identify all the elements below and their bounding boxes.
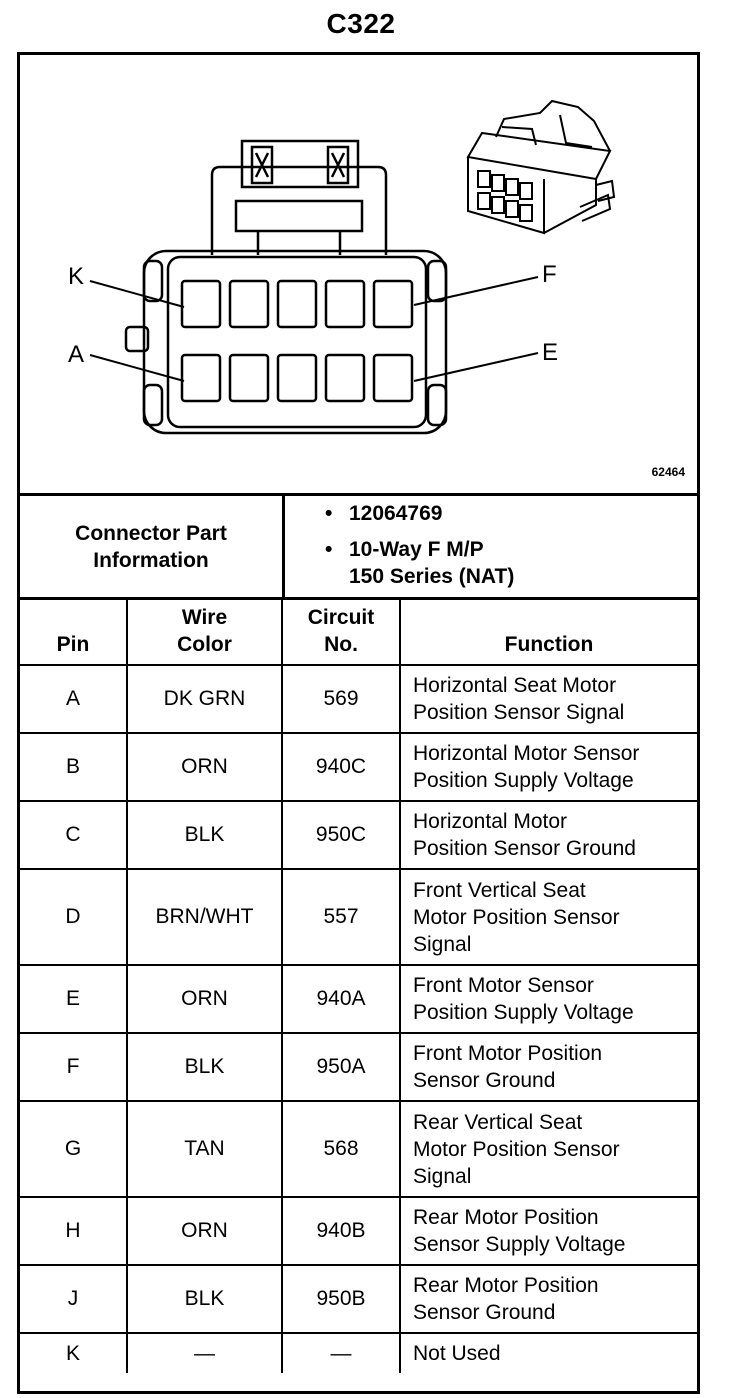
circuit-cell: 568	[282, 1101, 400, 1197]
table-row	[20, 965, 697, 1033]
wire-color-cell: ORN	[127, 965, 282, 1033]
function-header: Function	[400, 599, 697, 665]
table-row	[20, 665, 697, 733]
part-info-values	[285, 496, 697, 597]
circuit-cell: —	[282, 1333, 400, 1373]
pinout-table	[20, 599, 697, 1373]
wire-color-cell: ORN	[127, 1197, 282, 1265]
function-cell: Horizontal Seat Motor Position Sensor Signal	[400, 665, 697, 733]
part-info-label	[20, 496, 285, 597]
part-description-line1: 10-Way F M/P	[349, 538, 484, 561]
connector-diagram	[20, 55, 697, 496]
pin-cell: J	[20, 1265, 127, 1333]
pin-cell: E	[20, 965, 127, 1033]
function-cell: Rear Motor Position Sensor Supply Voltage	[400, 1197, 697, 1265]
part-info-label-line2: Information	[93, 548, 209, 572]
pin-label-a: A	[68, 341, 85, 368]
part-description-line2: 150 Series (NAT)	[349, 565, 515, 588]
table-row	[20, 1033, 697, 1101]
wire-color-cell: DK GRN	[127, 665, 282, 733]
pin-cell: A	[20, 665, 127, 733]
table-row	[20, 1265, 697, 1333]
function-cell: Horizontal Motor Sensor Position Supply Voltage	[400, 733, 697, 801]
table-row	[20, 733, 697, 801]
circuit-cell: 557	[282, 869, 400, 965]
bullet: •	[325, 502, 333, 525]
pin-cell: C	[20, 801, 127, 869]
wire-color-cell: TAN	[127, 1101, 282, 1197]
wire-color-cell: BLK	[127, 801, 282, 869]
connector-part-info	[20, 496, 697, 600]
table-row	[20, 801, 697, 869]
circuit-cell: 950A	[282, 1033, 400, 1101]
pin-cell: F	[20, 1033, 127, 1101]
circuit-cell: 940A	[282, 965, 400, 1033]
part-info-label-line1: Connector Part	[75, 521, 227, 545]
wire-color-cell: ORN	[127, 733, 282, 801]
bullet: •	[325, 538, 333, 561]
function-cell: Rear Motor Position Sensor Ground	[400, 1265, 697, 1333]
circuit-cell: 940C	[282, 733, 400, 801]
circuit-header: Circuit No.	[282, 599, 400, 665]
pin-cell: G	[20, 1101, 127, 1197]
function-cell: Horizontal Motor Position Sensor Ground	[400, 801, 697, 869]
connector-frame	[17, 52, 700, 1394]
circuit-cell: 950C	[282, 801, 400, 869]
connector-title: C322	[326, 8, 396, 39]
wire-color-cell: BLK	[127, 1265, 282, 1333]
function-cell: Front Motor Position Sensor Ground	[400, 1033, 697, 1101]
table-row	[20, 1333, 697, 1373]
pin-label-k: K	[68, 263, 85, 290]
function-cell: Not Used	[400, 1333, 697, 1373]
table-row	[20, 1101, 697, 1197]
wire-color-cell: —	[127, 1333, 282, 1373]
pin-cell: K	[20, 1333, 127, 1373]
function-cell: Front Motor Sensor Position Supply Voltage	[400, 965, 697, 1033]
pin-cell: H	[20, 1197, 127, 1265]
table-row	[20, 869, 697, 965]
circuit-cell: 940B	[282, 1197, 400, 1265]
pin-label-e: E	[542, 339, 559, 366]
pin-header: Pin	[20, 599, 127, 665]
pin-cell: B	[20, 733, 127, 801]
figure-id: 62464	[651, 465, 685, 479]
wire-color-cell: BRN/WHT	[127, 869, 282, 965]
table-header-row	[20, 599, 697, 665]
circuit-cell: 569	[282, 665, 400, 733]
part-number: 12064769	[349, 502, 443, 525]
wire-color-header: Wire Color	[127, 599, 282, 665]
pin-label-f: F	[542, 261, 557, 288]
function-cell: Rear Vertical Seat Motor Position Sensor Signal	[400, 1101, 697, 1197]
table-row	[20, 1197, 697, 1265]
wire-color-cell: BLK	[127, 1033, 282, 1101]
connector-face-drawing	[20, 55, 697, 493]
pin-cell: D	[20, 869, 127, 965]
function-cell: Front Vertical Seat Motor Position Sensor Signal	[400, 869, 697, 965]
circuit-cell: 950B	[282, 1265, 400, 1333]
